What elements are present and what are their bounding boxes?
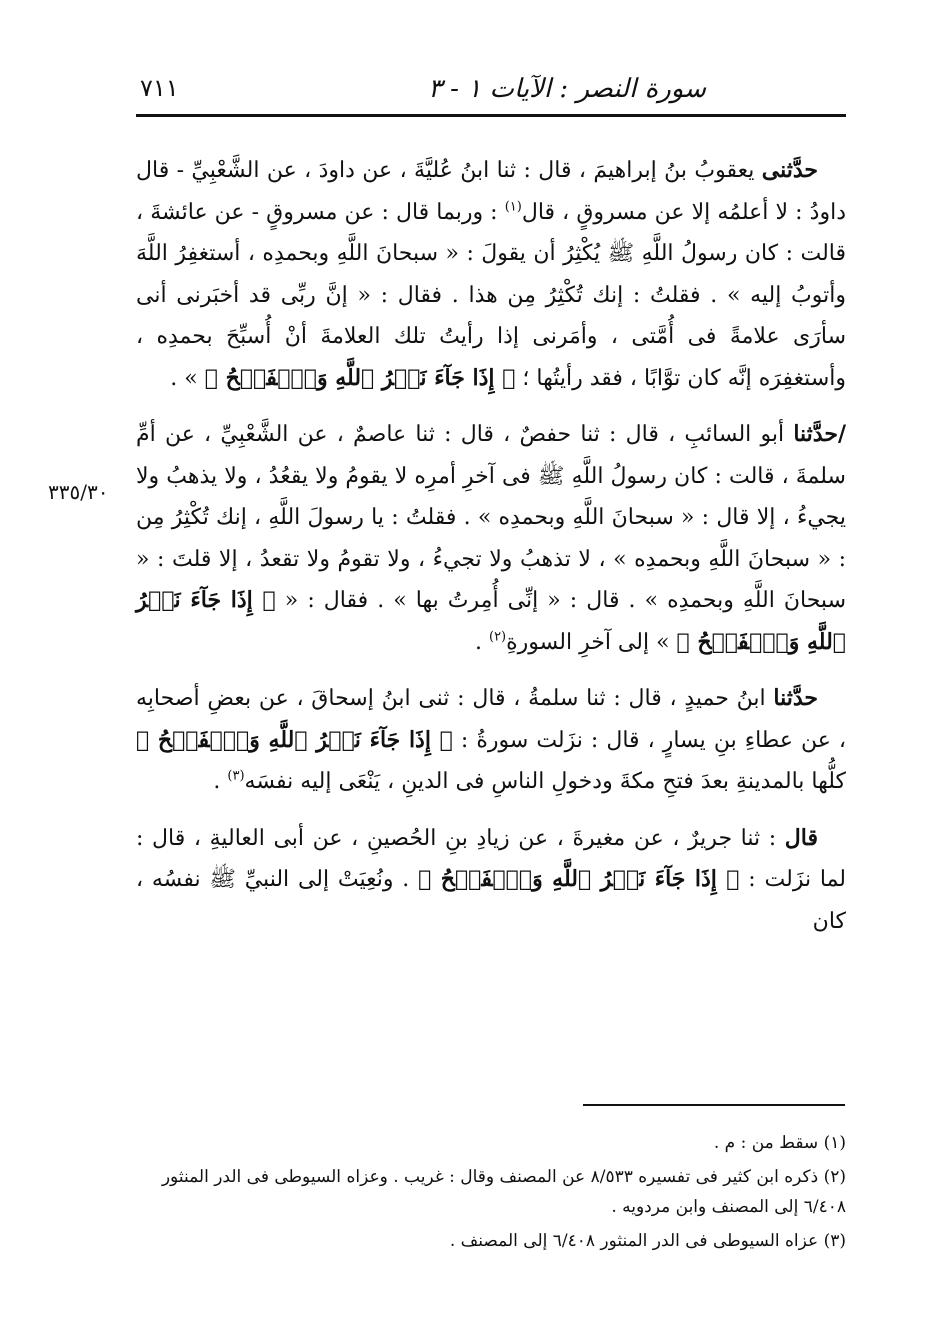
footnote-ref: (٣) [227, 768, 245, 784]
paragraph-text: أبو السائبِ ، قال : ثنا حفصٌ ، قال : ثنا عاصمٌ ، عن الشَّعْبِيِّ ، عن أمِّ سلمةَ ، قالت : كان رسولُ اللَّهِ ﷺ فى آخرِ أمرِه لا يقومُ ولا يقعُدُ ، ولا يذهبُ ولا يجيءُ ، إلا قال : « سبحانَ اللَّهِ وبحمدِه » . فقلتُ : يا رسولَ اللَّهِ ، إنك تُكْثِرُ مِن : « سبحانَ اللَّهِ وبحمدِه » ، لا تذهبُ ولا تجيءُ ، ولا تقومُ ولا تقعدُ ، إلا قلتَ : « سبحانَ اللَّهِ وبحمدِه » . قال : « إنِّى أُمِرتُ بها » . فقال : « [136, 422, 846, 613]
paragraph-lead: قال [784, 824, 818, 851]
quran-quote: ﴿ إِذَا جَآءَ نَصۡرُ ٱللَّهِ وَٱلۡفَتۡحُ ﴾ [136, 587, 846, 655]
paragraph-3 [136, 678, 846, 803]
running-title: سورة النصر : الآيات ١ - ٣ [427, 74, 706, 104]
paragraph-text: ابنُ حميدٍ ، قال : ثنا سلمةُ ، قال : ثنى ابنُ إسحاقَ ، عن بعضِ أصحابِه ، عن عطاءِ بنِ يسارٍ ، قال : نزَلت سورةُ : [136, 686, 846, 753]
paragraph-lead: حدَّثنى [761, 157, 818, 183]
running-header [140, 72, 846, 112]
main-text [136, 150, 846, 942]
paragraph-text: . [474, 629, 489, 655]
paragraph-text: » إلى آخرِ السورةِ [506, 629, 677, 655]
paragraph-text: يعقوبُ بنُ إبراهيمَ ، قال : ثنا ابنُ عُليَّةَ ، عن داودَ ، عن الشَّعْبِيِّ - قال داودُ : لا أعلمُه إلا عن مسروقٍ ، قال [136, 158, 846, 225]
footnote-ref: (١) [504, 199, 522, 215]
header-rule [136, 114, 846, 117]
paragraph-text: : وربما قال : عن مسروقٍ - عن عائشةَ ، قالت : كان رسولُ اللَّهِ ﷺ يُكْثِرُ أن يقولَ : « سبحانَ اللَّهِ وبحمدِه ، أستغفِرُ اللَّهَ وأتوبُ إليه » . فقلتُ : إنك تُكْثِرُ مِن هذا . فقال : « إنَّ ربِّى قد أخبَرنى أنى سأرَى علامةً فى أُمَّتى ، وأمَرنى إذا رأيتُ تلك العلامةَ أنْ أُسبِّحَ بحمدِه ، وأستغفِرَه إنَّه كان توَّابًا ، فقد رأيتُها ؛ [136, 199, 846, 391]
paragraph-text: . [213, 769, 228, 794]
paragraph-1 [136, 150, 846, 399]
quran-quote: ﴿ إِذَا جَآءَ نَصۡرُ ٱللَّهِ وَٱلۡفَتۡحُ ﴾ [418, 866, 740, 892]
paragraph-4 [136, 818, 846, 943]
footnote-3: (٣) عزاه السيوطى فى الدر المنثور ٦/٤٠٨ إلى المصنف . [449, 1231, 846, 1251]
page-number: ٧١١ [140, 74, 179, 102]
paragraph-lead: حدَّثنا [773, 685, 818, 711]
paragraph-text: : ثنا جريرٌ ، عن مغيرةَ ، عن زيادِ بنِ الحُصينِ ، عن أبى العاليةِ ، قال : لما نزَلت : [136, 825, 846, 892]
paragraph-text: » . [170, 365, 205, 391]
quran-quote: ﴿ إِذَا جَآءَ نَصۡرُ ٱللَّهِ وَٱلۡفَتۡحُ ﴾ [136, 726, 453, 753]
quran-quote: ﴿ إِذَا جَآءَ نَصۡرُ ٱللَّهِ وَٱلۡفَتۡحُ ﴾ [204, 364, 516, 391]
footnote-1: (١) سقط من : م . [713, 1133, 846, 1153]
margin-reference: ٣٣٥/٣٠ [48, 480, 109, 504]
paragraph-text: . ونُعِيَتْ إلى النبيِّ ﷺ نفسُه ، كان [136, 867, 846, 934]
footnote-ref: (٢) [488, 629, 507, 645]
paragraph-2 [136, 414, 846, 663]
footnote-rule [583, 1104, 845, 1106]
footnote-2: (٢) ذكره ابن كثير فى تفسيره ٨/٥٣٣ عن المصنف وقال : غريب . وعزاه السيوطى فى الدر المنثور ٦/٤٠٨ إلى المصنف وابن مردويه . [161, 1167, 846, 1217]
footnotes [136, 1128, 846, 1260]
paragraph-text: كلُّها بالمدينةِ بعدَ فتحِ مكةَ ودخولِ الناسِ فى الدينِ ، يَنْعَى إليه نفسَه [244, 769, 846, 794]
paragraph-lead: /حدَّثنا [793, 421, 846, 447]
